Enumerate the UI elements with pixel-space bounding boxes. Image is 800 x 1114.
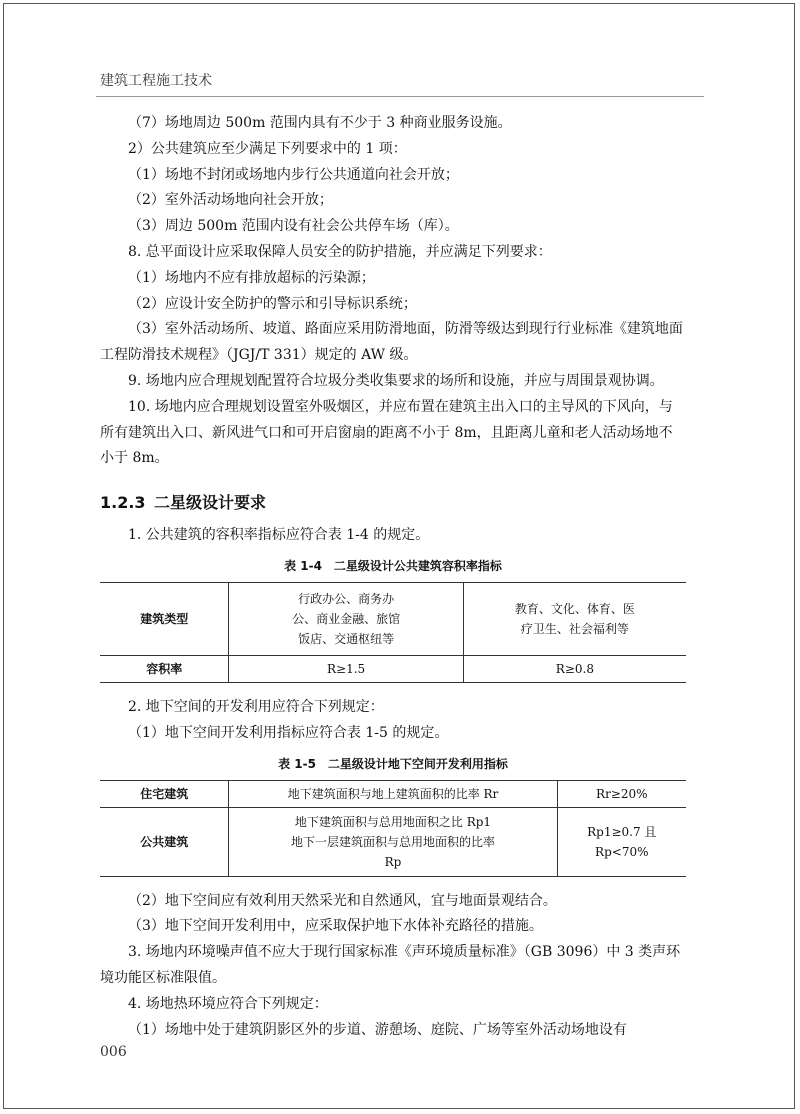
paragraph: 1. 公共建筑的容积率指标应符合表 1-4 的规定。 — [128, 527, 430, 544]
paragraph: （1）场地内不应有排放超标的污染源； — [128, 269, 375, 286]
table-cell: 行政办公、商务办公、商业金融、旅馆饭店、交通枢纽等 — [229, 582, 463, 655]
paragraph: （1）场地不封闭或场地内步行公共通道向社会开放； — [128, 166, 459, 183]
table-row — [100, 582, 686, 655]
paragraph: 8. 总平面设计应采取保障人员安全的防护措施，并应满足下列要求： — [128, 243, 552, 260]
table-1-5 — [100, 780, 686, 877]
table-row — [100, 655, 686, 682]
table-cell: 公共建筑 — [100, 807, 229, 876]
running-header: 建筑工程施工技术 — [100, 73, 212, 89]
table-1-4 — [100, 582, 686, 683]
page-number: 006 — [100, 1044, 127, 1060]
paragraph: （1）地下空间开发利用指标应符合表 1-5 的规定。 — [128, 724, 449, 741]
paragraph: （2）地下空间应有效利用天然采光和自然通风，宜与地面景观结合。 — [128, 892, 557, 909]
paragraph: （3）室外活动场所、坡道、路面应采用防滑地面，防滑等级达到现行行业标准《建筑地面工程防滑技术规程》（JGJ/T 331）规定的 AW 级。 — [100, 321, 683, 364]
table-cell: 建筑类型 — [100, 582, 229, 655]
table-cell: 教育、文化、体育、医疗卫生、社会福利等 — [463, 582, 686, 655]
paragraph: （2）室外活动场地向社会开放； — [128, 192, 333, 209]
paragraph: 2）公共建筑应至少满足下列要求中的 1 项： — [128, 140, 407, 157]
paragraph: 2. 地下空间的开发利用应符合下列规定： — [128, 698, 384, 715]
table-1-5-caption: 表 1-5 二星级设计地下空间开发利用指标 — [278, 756, 508, 771]
table-row — [100, 780, 686, 807]
section-title: 二星级设计要求 — [154, 493, 267, 513]
paragraph: 3. 场地内环境噪声值不应大于现行国家标准《声环境质量标准》（GB 3096）中 3 类声环境功能区标准限值。 — [100, 944, 681, 986]
section-heading — [100, 490, 686, 513]
table-cell: Rr≥20% — [557, 780, 686, 807]
table-cell: 地下建筑面积与地上建筑面积的比率 Rr — [229, 780, 557, 807]
paragraph: 9. 场地内应合理规划配置符合垃圾分类收集要求的场所和设施，并应与周围景观协调。 — [128, 372, 664, 389]
header-rule — [96, 96, 704, 97]
paragraph: （7）场地周边 500m 范围内具有不少于 3 种商业服务设施。 — [128, 115, 512, 131]
table-cell: R≥1.5 — [229, 655, 463, 682]
paragraph: （2）应设计安全防护的警示和引导标识系统； — [128, 295, 417, 312]
paragraph: 10. 场地内应合理规划设置室外吸烟区，并应布置在建筑主出入口的主导风的下风向，与所有建筑出入口、新风进气口和可开启窗扇的距离不小于 8m，且距离儿童和老人活动场地不小于 8m。 — [100, 398, 673, 467]
table-cell: 地下建筑面积与总用地面积之比 Rp1 地下一层建筑面积与总用地面积的比率 Rp — [229, 807, 557, 876]
paragraph: （3）地下空间开发利用中，应采取保护地下水体补充路径的措施。 — [128, 918, 543, 935]
table-cell: 容积率 — [100, 655, 229, 682]
page-content — [100, 111, 686, 1043]
table-row — [100, 807, 686, 876]
table-1-4-caption: 表 1-4 二星级设计公共建筑容积率指标 — [284, 558, 502, 573]
table-cell: Rp1≥0.7 且 Rp<70% — [557, 807, 686, 876]
paragraph: （1）场地中处于建筑阴影区外的步道、游憩场、庭院、广场等室外活动场地设有 — [128, 1021, 627, 1038]
paragraph: 4. 场地热环境应符合下列规定： — [128, 995, 328, 1012]
section-number: 1.2.3 — [100, 493, 146, 513]
paragraph: （3）周边 500m 范围内设有社会公共停车场（库）。 — [128, 218, 459, 235]
table-cell: 住宅建筑 — [100, 780, 229, 807]
table-cell: R≥0.8 — [463, 655, 686, 682]
